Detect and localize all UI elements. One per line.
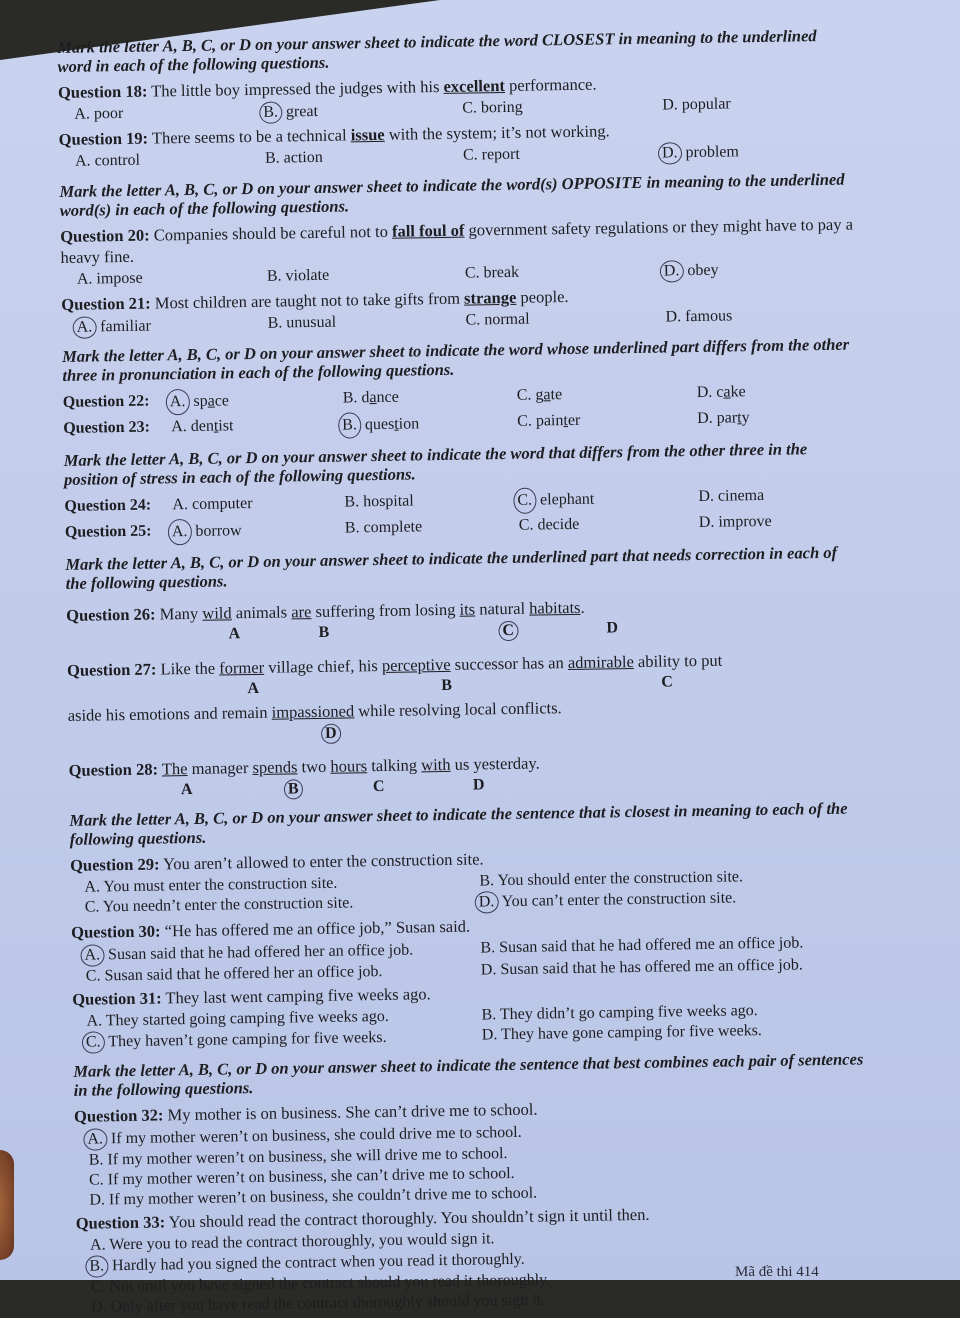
answer-circle: C. <box>82 1031 105 1053</box>
answer-circle: D <box>321 724 341 744</box>
option-b[interactable]: B. question <box>343 410 517 439</box>
option-d[interactable]: D. Susan said that he has offered me an office job. <box>480 956 803 979</box>
answer-circle: B <box>284 779 303 799</box>
option-a[interactable]: A. familiar <box>78 314 268 339</box>
option-c[interactable]: C. They haven’t gone camping for five weeks. <box>87 1025 482 1053</box>
option-b[interactable]: B. action <box>264 148 323 167</box>
option-d[interactable]: D. party <box>697 409 750 427</box>
option-a[interactable]: A. dentist <box>171 417 234 436</box>
option-b[interactable]: B. complete <box>344 518 423 537</box>
part-b[interactable]: spends <box>252 757 298 778</box>
instruction-pronunciation: Mark the letter A, B, C, or D on your answer sheet to indicate the word whose underlined part differs from the other three in pronunciation in each of the following questions. <box>61 334 850 385</box>
option-a[interactable]: A. Were you to read the contract thoroughly, you would sign it. <box>89 1230 495 1254</box>
option-d[interactable]: D. cake <box>696 383 746 401</box>
option-d[interactable]: D. Only after you have read the contract thoroughly should you sign it. <box>90 1291 546 1316</box>
option-c[interactable]: C. break <box>464 263 520 282</box>
answer-circle: A. <box>168 519 192 545</box>
question-19: Question 19: There seems to be a technical issue with the system; it’s not working. <box>58 121 610 149</box>
option-c[interactable]: C. boring <box>462 98 523 117</box>
question-33: Question 33: You should read the contract thoroughly. You shouldn’t sign it until then. <box>75 1204 650 1233</box>
part-d[interactable]: impassioned <box>271 701 355 722</box>
option-a[interactable]: A. If my mother weren’t on business, she could drive me to school. <box>88 1116 869 1150</box>
question-27: Question 27: Like the former village chief, his perceptive successor has an admirable ability to put <box>66 650 723 680</box>
option-d[interactable]: D. You can’t enter the construction site. <box>480 885 880 913</box>
option-d[interactable]: D. popular <box>662 95 731 114</box>
option-a[interactable]: A. impose <box>76 269 143 288</box>
option-b[interactable]: B. unusual <box>267 313 337 332</box>
option-c[interactable]: C. Susan said that he offered her an office job. <box>85 963 383 985</box>
question-27-line2: aside his emotions and remain impassioned while resolving local conflicts. <box>67 698 562 725</box>
part-b[interactable]: perceptive <box>381 654 451 675</box>
option-b[interactable]: B. violate <box>266 266 330 285</box>
option-a[interactable]: A. borrow <box>173 517 345 546</box>
part-marks-26: A B C D <box>228 619 619 643</box>
answer-circle: B. <box>259 101 282 123</box>
part-a[interactable]: wild <box>202 603 232 623</box>
question-25: Question 25: A. borrow B. complete C. decide D. improve <box>65 508 860 546</box>
option-d[interactable]: D. improve <box>698 512 772 531</box>
part-d[interactable]: habitats <box>529 597 581 618</box>
option-b[interactable]: B. You should enter the construction site. <box>479 868 744 890</box>
underlined-word: issue <box>350 124 385 145</box>
option-a[interactable]: A. space <box>171 387 343 416</box>
exam-content <box>57 18 872 1318</box>
part-a[interactable]: former <box>219 657 265 678</box>
question-28: Question 28: The manager spends two hours talking with us yesterday. <box>68 753 540 780</box>
question-21: Question 21: Most children are taught not to take gifts from strange people. <box>61 286 569 314</box>
option-a[interactable]: A. They started going camping five weeks ago. <box>86 1007 389 1030</box>
option-c[interactable]: C. decide <box>518 515 580 534</box>
option-c[interactable]: C. If my mother weren’t on business, she can’t drive me to school. <box>88 1164 515 1189</box>
exam-code: Mã đề thi 414 <box>735 1264 819 1280</box>
option-b[interactable]: B. great <box>264 99 462 124</box>
instruction-closest: Mark the letter A, B, C, or D on your answer sheet to indicate the word CLOSEST in meaning to the underlined word in each of the following questions. <box>57 26 817 76</box>
answer-circle: B. <box>85 1255 108 1277</box>
option-c[interactable]: C. Not until you have signed the contract should you read it thoroughly. <box>90 1271 551 1296</box>
option-c[interactable]: C. gate <box>516 386 563 404</box>
option-b[interactable]: B. Hardly had you signed the contract when you read it thoroughly. <box>90 1243 871 1277</box>
instruction-stress: Mark the letter A, B, C, or D on your answer sheet to indicate the word that differs from the other three in the position of stress in each of the following questions. <box>63 439 808 489</box>
option-d[interactable]: D. famous <box>665 307 733 326</box>
question-18: Question 18: The little boy impressed the judges with his excellent performance. <box>57 74 597 102</box>
part-marks-28: A B C D <box>180 776 485 799</box>
option-b[interactable]: B. dance <box>342 388 399 407</box>
option-d[interactable]: D. cinema <box>698 486 765 505</box>
answer-circle: D. <box>660 260 684 282</box>
answer-circle: A. <box>83 1128 107 1150</box>
option-c[interactable]: C. painter <box>517 411 581 430</box>
instruction-correction: Mark the letter A, B, C, or D on your answer sheet to indicate the underlined part that needs correction in each of the following questions. <box>65 542 838 593</box>
answer-circle: D. <box>658 142 682 164</box>
option-d[interactable]: D. problem <box>663 140 843 165</box>
question-22: Question 22: A. space B. dance C. gate D. cake <box>63 378 858 416</box>
part-b[interactable]: are <box>291 602 312 622</box>
part-c[interactable]: hours <box>330 756 368 776</box>
underlined-word: excellent <box>443 75 506 96</box>
part-c[interactable]: admirable <box>567 652 634 673</box>
answer-circle: B. <box>338 412 361 438</box>
option-c[interactable]: C. report <box>462 145 521 164</box>
option-b[interactable]: B. They didn’t go camping five weeks ago. <box>481 1002 758 1024</box>
option-b[interactable]: B. If my mother weren’t on business, she will drive me to school. <box>88 1145 508 1169</box>
option-a[interactable]: A. You must enter the construction site. <box>84 874 338 896</box>
thumb <box>0 1150 14 1260</box>
question-24: Question 24: A. computer B. hospital C. elephant D. cinema <box>64 482 859 520</box>
instruction-sentence-meaning: Mark the letter A, B, C, or D on your answer sheet to indicate the sentence that is closest in meaning to each of the following questions. <box>69 798 848 849</box>
option-d[interactable]: D. If my mother weren’t on business, she couldn’t drive me to school. <box>89 1184 538 1209</box>
answer-circle: A. <box>80 944 104 966</box>
question-23: Question 23: A. dentist B. question C. painter D. party <box>63 404 858 442</box>
option-c[interactable]: C. normal <box>465 310 530 329</box>
part-d[interactable]: with <box>421 754 451 775</box>
answer-circle: D. <box>475 891 499 913</box>
part-c[interactable]: its <box>459 599 476 619</box>
part-marks-27: A B C <box>247 673 674 698</box>
part-a[interactable]: The <box>161 759 188 779</box>
option-d[interactable]: D. They have gone camping for five weeks. <box>481 1022 762 1044</box>
question-30: Question 30: “He has offered me an office job,” Susan said. <box>71 916 471 942</box>
answer-circle: C <box>498 621 518 641</box>
options-32 <box>74 1116 870 1210</box>
option-a[interactable]: A. Susan said that he had offered her an office job. <box>85 938 480 966</box>
option-a[interactable]: A. computer <box>172 494 253 514</box>
answer-circle: C. <box>513 488 536 514</box>
option-b[interactable]: B. hospital <box>344 492 414 511</box>
instruction-combine: Mark the letter A, B, C, or D on your answer sheet to indicate the sentence that best combines each pair of sentences in the following questions. <box>73 1049 864 1100</box>
option-a[interactable]: A. poor <box>74 104 124 123</box>
question-31: Question 31: They last went camping five weeks ago. <box>72 984 431 1009</box>
question-29: Question 29: You aren’t allowed to enter the construction site. <box>69 849 484 875</box>
option-a[interactable]: A. control <box>74 151 141 170</box>
option-d[interactable]: D. obey <box>665 258 845 283</box>
question-20: Question 20: Companies should be careful not to fall foul of government safety regulations or they might have to pay a heavy fine. <box>60 214 854 267</box>
option-b[interactable]: B. Susan said that he had offered me an office job. <box>480 934 804 957</box>
option-c[interactable]: C. elephant <box>518 485 698 514</box>
instruction-opposite: Mark the letter A, B, C, or D on your answer sheet to indicate the word(s) OPPOSITE in meaning to the underlined word(s) in each of the following questions. <box>59 169 845 220</box>
underlined-word: fall foul of <box>391 220 465 241</box>
option-c[interactable]: C. You needn’t enter the construction site. <box>84 894 354 916</box>
answer-circle: A. <box>166 389 190 415</box>
underlined-word: strange <box>463 287 517 308</box>
question-26: Question 26: Many wild animals are suffering from losing its natural habitats. <box>66 597 585 625</box>
question-32: Question 32: My mother is on business. She can’t drive me to school. <box>73 1099 538 1126</box>
answer-circle: A. <box>73 316 97 338</box>
